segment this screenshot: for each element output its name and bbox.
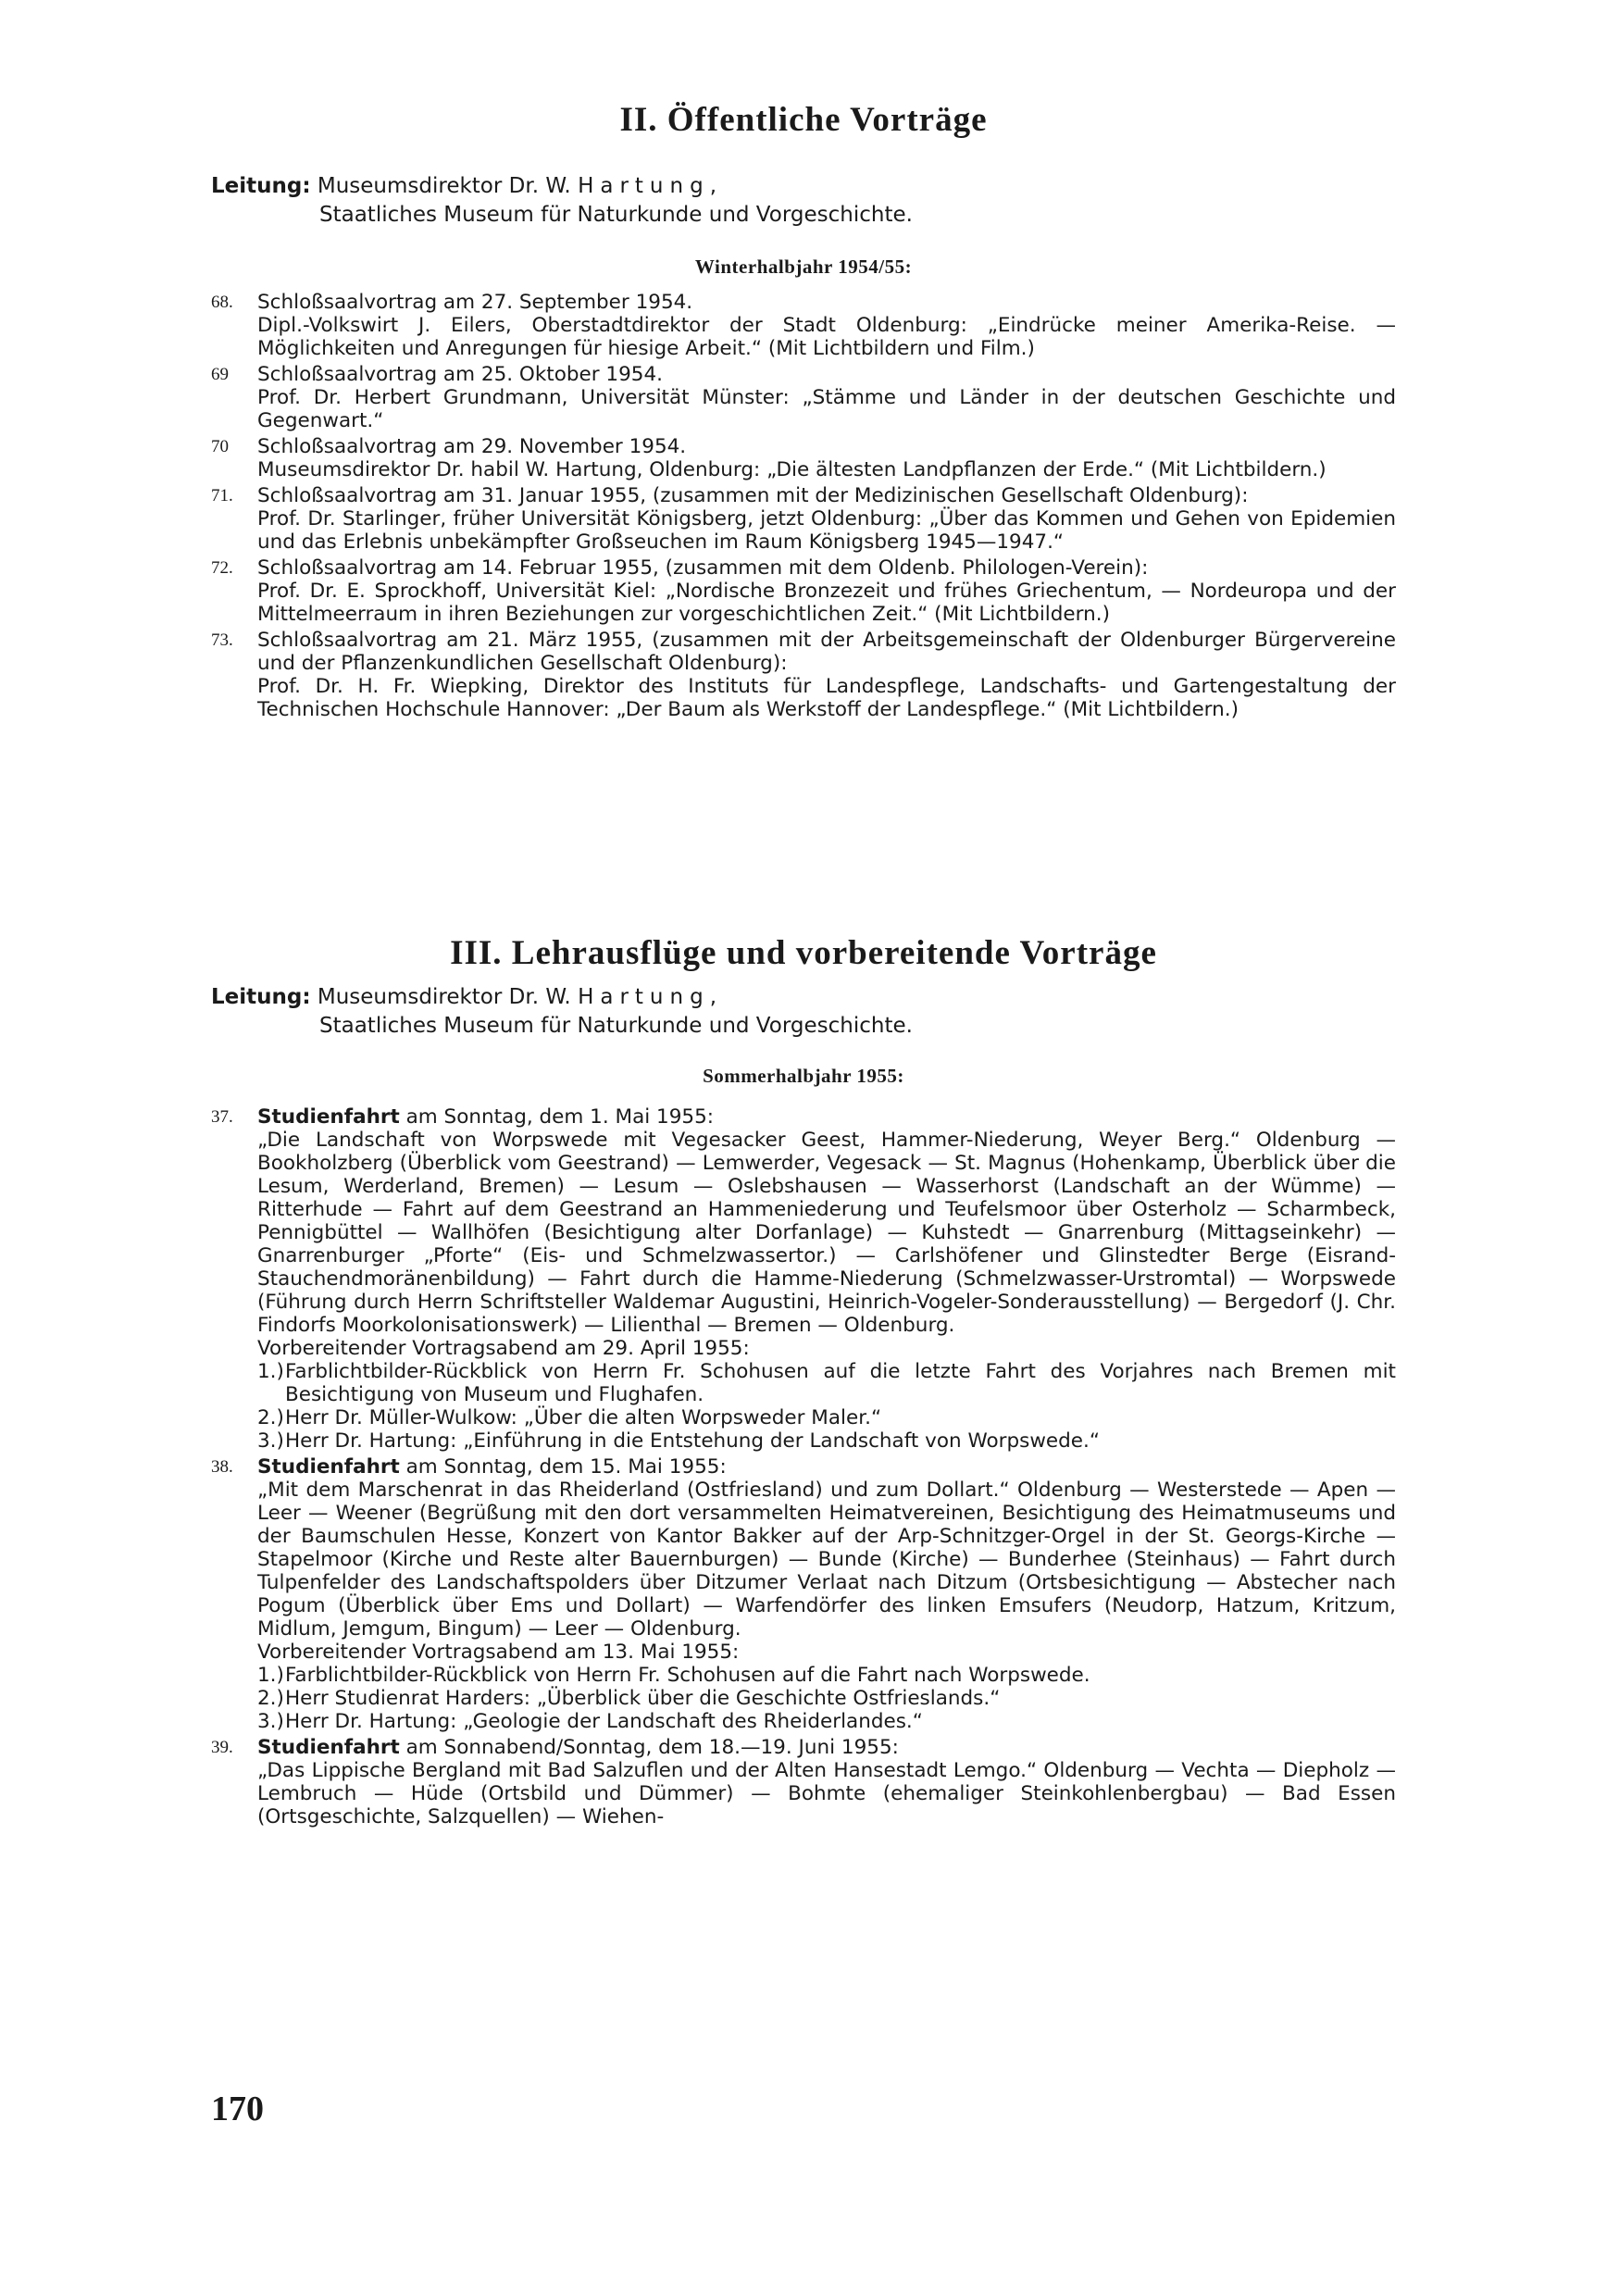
leitung-title: Museumsdirektor Dr. W. — [317, 985, 571, 1009]
list-item: 39. Studienfahrt am Sonnabend/Sonntag, dem 18.—19. Juni 1955: „Das Lippische Bergland mit Bad Salzuflen und der Alten Hansestadt Lemgo.“ Oldenburg — Vechta — Diepholz — Lembruch — Hüde (Ortsbild und Dümmer) — Bohmte (ehemaliger Steinkohlenbergbau) — Bad Essen (Ortsgeschichte, Salzquellen) — Wiehen- — [211, 1736, 1396, 1828]
list-item: 72. Schloßsaalvortrag am 14. Februar 1955, (zusammen mit dem Oldenb. Philologen-Verein): Prof. Dr. E. Sprockhoff, Universität Kiel: „Nordische Bronzezeit und frühes Griechentum, — Nordeuropa und der Mittelmeerraum in ihren Beziehungen zur vorgeschichtlichen Zeit.“ (Mit Lichtbildern.) — [211, 556, 1396, 626]
list-item: 73. Schloßsaalvortrag am 21. März 1955, (zusammen mit der Arbeitsgemeinschaft der Oldenburger Bürgervereine und der Pflanzenkundlichen Gesellschaft Oldenburg): Prof. Dr. H. Fr. Wiepking, Direktor des Instituts für Landespflege, Landschafts- und Gartengestaltung der Technischen Hochschule Hannover: „Der Baum als Werkstoff der Landespflege.“ (Mit Lichtbildern.) — [211, 629, 1396, 721]
leitung-name: Hartung — [578, 985, 710, 1009]
page-number: 170 — [211, 2090, 264, 2128]
leitung-block: Leitung: Museumsdirektor Dr. W. Hartung, Staatliches Museum für Naturkunde und Vorgeschichte. — [211, 983, 1396, 1041]
lecture-list — [211, 291, 1396, 724]
section-excursions — [211, 933, 1396, 973]
leitung-label: Leitung: — [211, 985, 311, 1009]
leitung-label: Leitung: — [211, 174, 311, 198]
semester-heading: Winterhalbjahr 1954/55: — [694, 256, 913, 278]
leitung-institution: Staatliches Museum für Naturkunde und Vorgeschichte. — [319, 203, 913, 227]
leitung-title: Museumsdirektor Dr. W. — [317, 174, 571, 198]
list-item: 70 Schloßsaalvortrag am 29. November 1954. Museumsdirektor Dr. habil W. Hartung, Oldenburg: „Die ältesten Landpflanzen der Erde.“ (Mit Lichtbildern.) — [211, 435, 1327, 481]
section-heading: II. Öffentliche Vorträge — [619, 101, 988, 139]
list-item: 71. Schloßsaalvortrag am 31. Januar 1955, (zusammen mit der Medizinischen Gesellschaft Oldenburg): Prof. Dr. Starlinger, früher Universität Königsberg, jetzt Oldenburg: „Über das Kommen und Gehen von Epidemien und das Erlebnis unbekämpfter Großseuchen im Raum Königsberg 1945—1947.“ — [211, 484, 1396, 554]
semester-heading: Sommerhalbjahr 1955: — [703, 1065, 904, 1087]
leitung-institution: Staatliches Museum für Naturkunde und Vorgeschichte. — [319, 1014, 913, 1038]
list-item: 38. Studienfahrt am Sonntag, dem 15. Mai 1955: „Mit dem Marschenrat in das Rheiderland (Ostfriesland) und zum Dollart.“ Oldenburg — Westerstede — Apen — Leer — Weener (Begrüßung mit den dort versammelten Heimatvereinen, Besichtigung des Heimatmuseums und der Baumschulen Hesse, Konzert von Kantor Bakker auf der Arp-Schnitzger-Orgel in der St. Georgs-Kirche — Stapelmoor (Kirche und Reste alter Bauernburgen) — Bunde (Kirche) — Bunderhee (Steinhaus) — Fahrt durch Tulpenfelder des Landschaftspolders über Ditzumer Verlaat nach Ditzum (Ortsbesichtigung — Abstecher nach Pogum (Überblick über Ems und Dollart) — Warfendörfer des linken Emsufers (Neudorp, Hatzum, Kritzum, Midlum, Jemgum, Bingum) — Leer — Oldenburg. Vorbereitender Vortragsabend am 13. Mai 1955: 1.) Farblichtbilder-Rückblick von Herrn Fr. Schohusen auf die Fahrt nach Worpswede. 2.) Herr Studienrat Harders: „Überblick über die Geschichte Ostfrieslands.“ 3.) Herr Dr. Hartung: „Geologie der Landschaft des Rheiderlandes.“ — [211, 1455, 1396, 1733]
list-item: 68. Schloßsaalvortrag am 27. September 1954. Dipl.-Volkswirt J. Eilers, Oberstadtdirektor der Stadt Oldenburg: „Eindrücke meiner Amerika-Reise. — Möglichkeiten und Anregungen für hiesige Arbeit.“ (Mit Lichtbildern und Film.) — [211, 291, 1396, 360]
leitung-name: Hartung — [578, 174, 710, 198]
excursion-list — [211, 1105, 1396, 1831]
section-public-lectures — [211, 100, 1396, 140]
section-heading: III. Lehrausflüge und vorbereitende Vorträge — [450, 934, 1157, 972]
leitung-block: Leitung: Museumsdirektor Dr. W. Hartung, Staatliches Museum für Naturkunde und Vorgeschichte. — [211, 172, 1396, 230]
list-item: 37. Studienfahrt am Sonntag, dem 1. Mai 1955: „Die Landschaft von Worpswede mit Vegesacker Geest, Hammer-Niederung, Weyer Berg.“ Oldenburg — Bookholzberg (Überblick vom Geestrand) — Lemwerder, Vegesack — St. Magnus (Hohenkamp, Überblick über die Lesum, Werderland, Bremen) — Lesum — Oslebshausen — Wasserhorst (Landschaft an der Wümme) — Ritterhude — Fahrt auf dem Geestrand an Hammeniederung und Teufelsmoor über Osterholz — Scharmbeck, Pennigbüttel — Wallhöfen (Besichtigung alter Dorfanlage) — Kuhstedt — Gnarrenburg (Mittagseinkehr) — Gnarrenburger „Pforte“ (Eis- und Schmelzwassertor.) — Carlshöfener und Glinstedter Berge (Eisrand-Stauchendmoränenbildung) — Fahrt durch die Hamme-Niederung (Schmelzwasser-Urstromtal) — Worpswede (Führung durch Herrn Schriftsteller Waldemar Augustini, Heinrich-Vogeler-Sonderausstellung) — Bergedorf (J. Chr. Findorfs Moorkolonisationswerk) — Lilienthal — Bremen — Oldenburg. Vorbereitender Vortragsabend am 29. April 1955: 1.) Farblichtbilder-Rückblick von Herrn Fr. Schohusen auf die letzte Fahrt des Vorjahres nach Bremen mit Besichtigung von Museum und Flughafen. 2.) Herr Dr. Müller-Wulkow: „Über die alten Worpsweder Maler.“ 3.) Herr Dr. Hartung: „Einführung in die Entstehung der Landschaft von Worpswede.“ — [211, 1105, 1396, 1453]
list-item: 69 Schloßsaalvortrag am 25. Oktober 1954. Prof. Dr. Herbert Grundmann, Universität Münster: „Stämme und Länder in der deutschen Geschichte und Gegenwart.“ — [211, 363, 1396, 432]
